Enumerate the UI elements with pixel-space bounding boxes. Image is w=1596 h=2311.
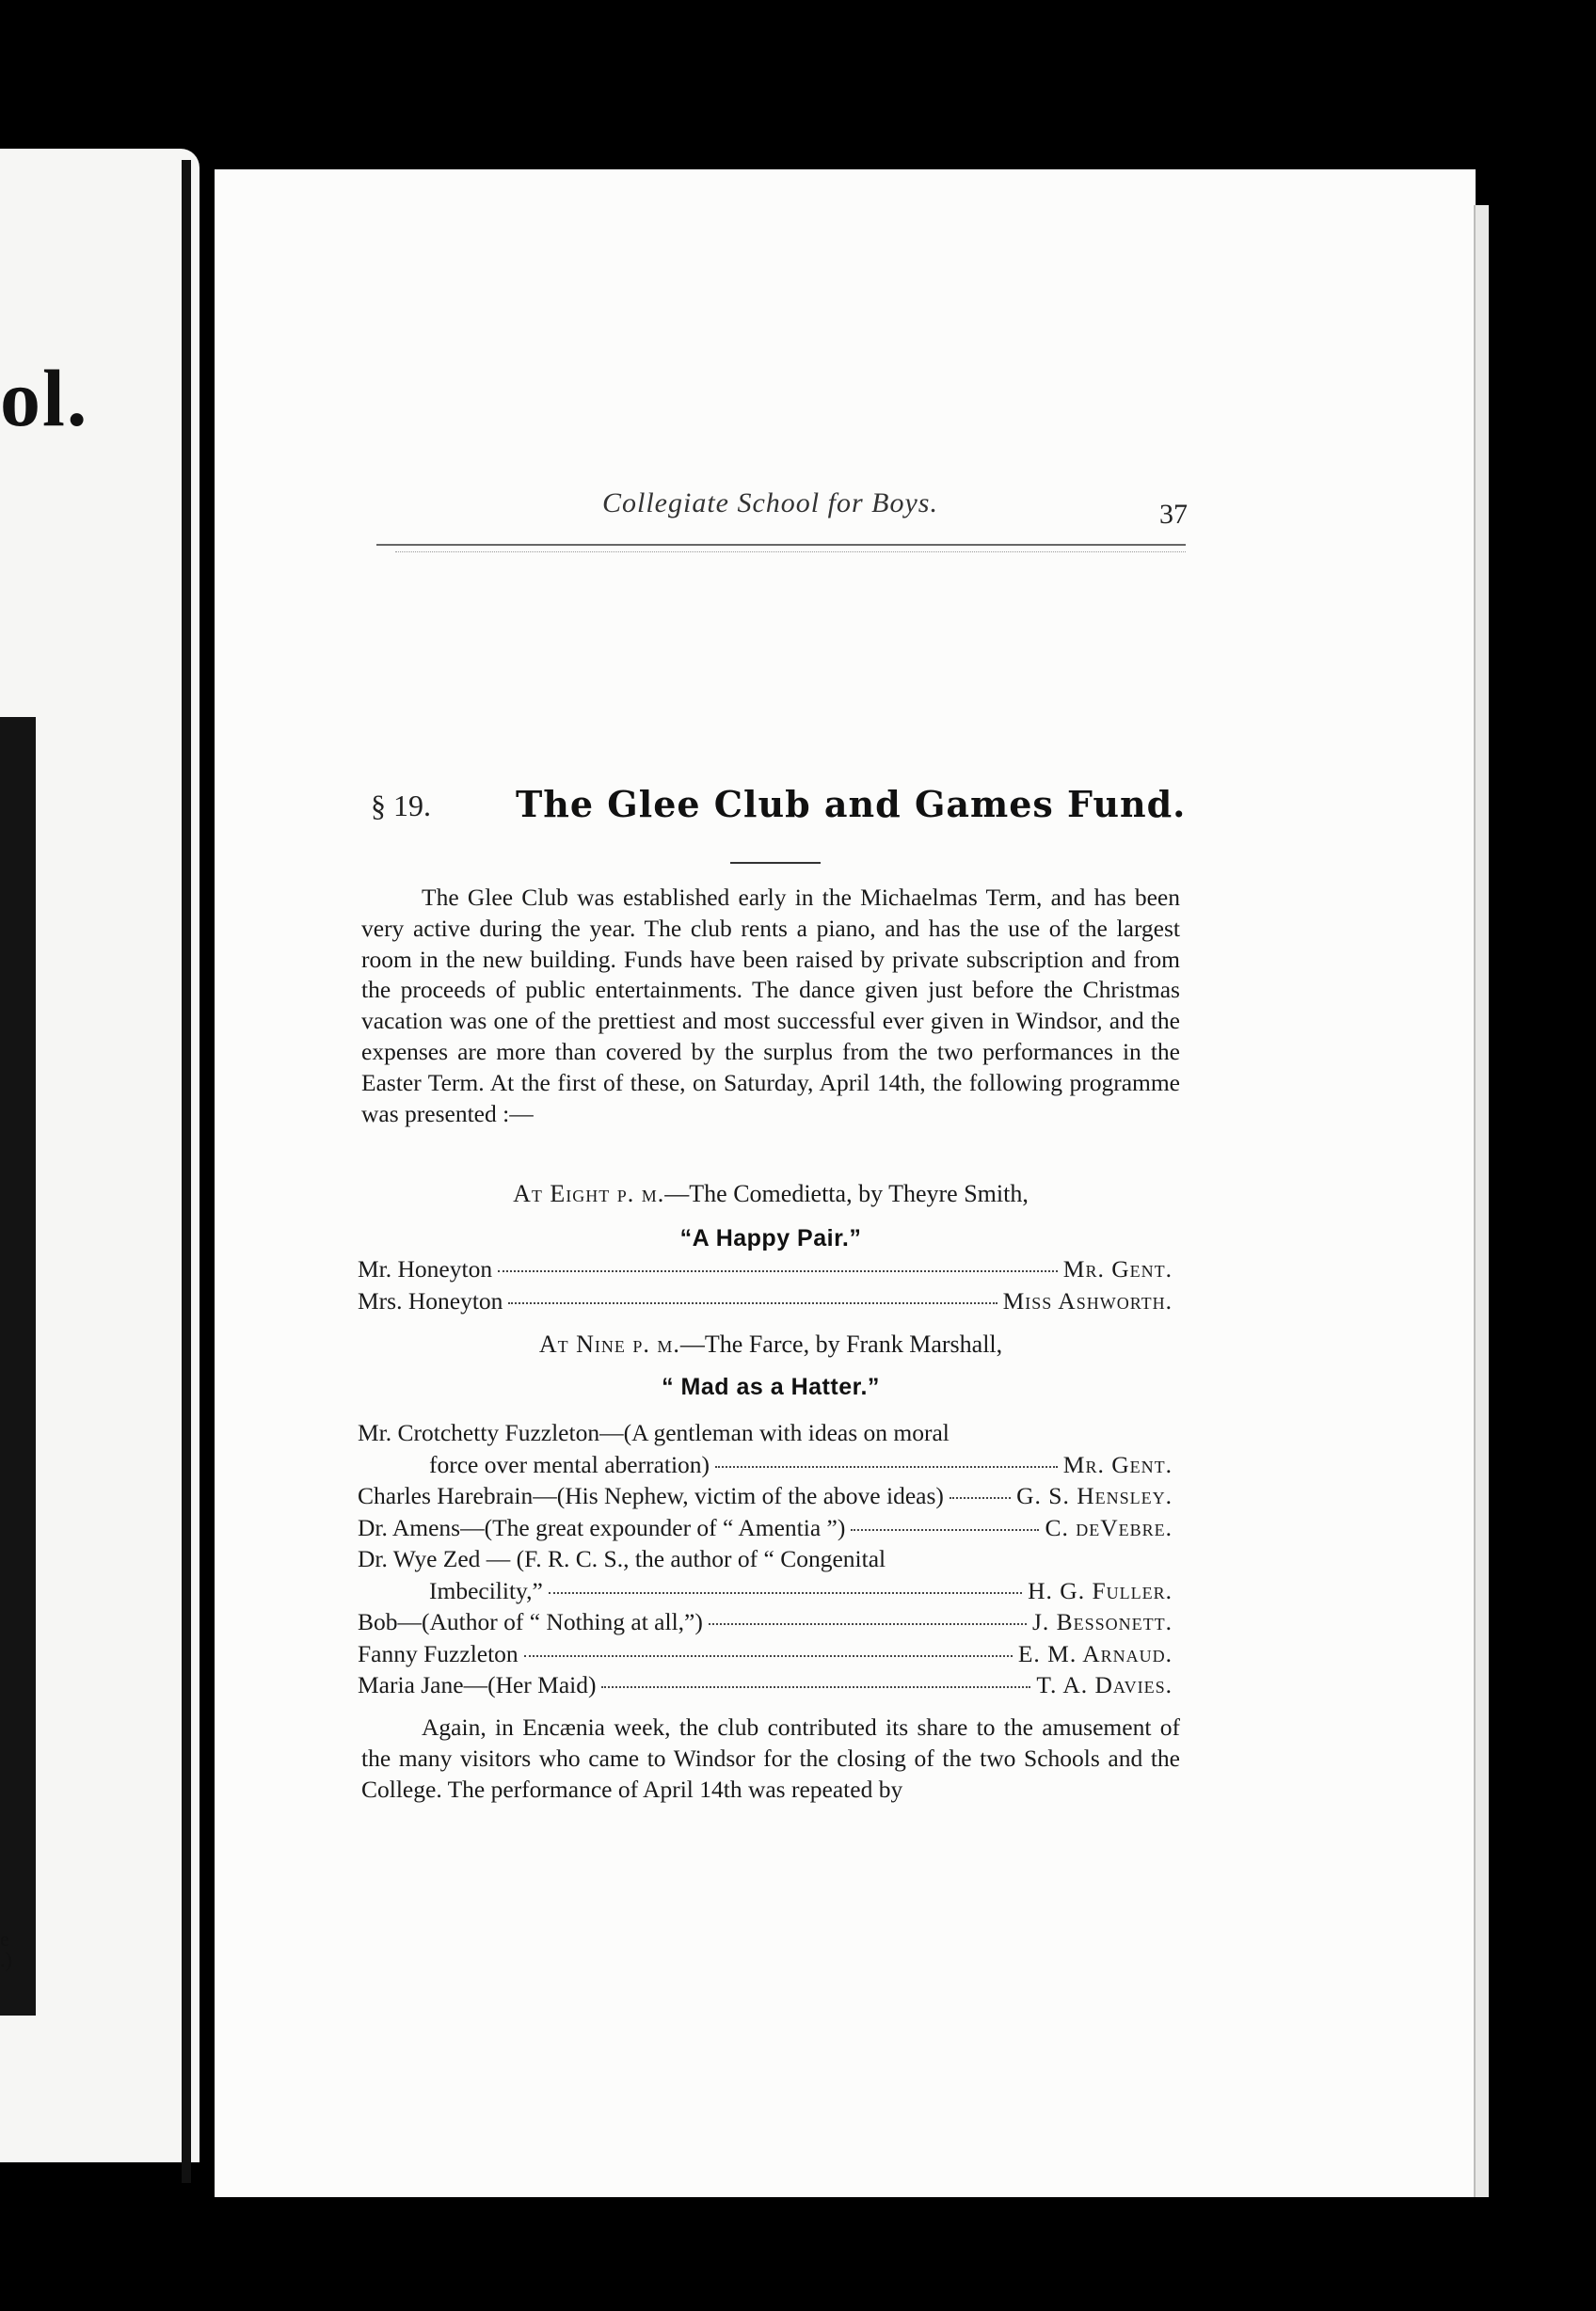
cast-player: C. deVebre. bbox=[1045, 1513, 1173, 1541]
page-edge bbox=[1474, 205, 1489, 2197]
play-title: “ Mad as a Hatter.” bbox=[662, 1374, 880, 1400]
left-page-photo-edge bbox=[0, 717, 36, 2016]
performance-intro bbox=[361, 1331, 1180, 1359]
cast-role: Maria Jane—(Her Maid) bbox=[358, 1671, 597, 1698]
dot-leader bbox=[508, 1302, 997, 1304]
cast-player: H. G. Fuller. bbox=[1028, 1576, 1173, 1604]
dot-leader bbox=[851, 1529, 1039, 1531]
cast-entry bbox=[358, 1480, 1173, 1512]
cast-entry bbox=[358, 1669, 1173, 1701]
left-page-heading-fragment: ol. bbox=[0, 353, 89, 443]
performance-time: At Nine p. m. bbox=[538, 1331, 680, 1358]
dot-leader bbox=[524, 1655, 1013, 1657]
cast-role: Mrs. Honeyton bbox=[358, 1286, 503, 1315]
performance-description: —The Farce, by Frank Marshall, bbox=[679, 1331, 1003, 1358]
page-number: 37 bbox=[1159, 499, 1188, 530]
cast-role: Bob—(Author of “ Nothing at all,”) bbox=[358, 1608, 703, 1635]
body-paragraph: The Glee Club was established early in the Michaelmas Term, and has been very active during the year. The club rents a piano, and has the use of the largest room in the new building. Funds have been raised by private subscription and from the proceeds of public entertainments. The dance given just before the Christmas vacation was one of the prettiest and most successful ever given in Windsor, and the expenses are more than covered by the surplus from the two performances in the Easter Term. At the first of these, on Saturday, April 14th, the following programme was presented :— bbox=[361, 884, 1180, 1127]
cast-role: Charles Harebrain—(His Nephew, victim of the above ideas) bbox=[358, 1482, 944, 1509]
dot-leader bbox=[549, 1592, 1022, 1594]
header-rule-dotted bbox=[395, 551, 1186, 552]
cast-role: Dr. Amens—(The great expounder of “ Amentia ”) bbox=[358, 1513, 846, 1541]
dot-leader bbox=[950, 1497, 1011, 1499]
cast-player: T. A. Davies. bbox=[1036, 1671, 1173, 1698]
cast-entry bbox=[358, 1606, 1173, 1638]
cast-role: Fanny Fuzzleton bbox=[358, 1639, 519, 1667]
cast-entry bbox=[358, 1638, 1173, 1670]
cast-player: E. M. Arnaud. bbox=[1017, 1639, 1173, 1667]
section-number: § 19. bbox=[371, 789, 431, 822]
play-title: “A Happy Pair.” bbox=[679, 1225, 862, 1251]
running-header: Collegiate School for Boys. bbox=[602, 487, 938, 518]
cast-player: Mr. Gent. bbox=[1062, 1450, 1173, 1478]
body-paragraph: Again, in Encænia week, the club contributed its share to the amusement of the many visitors who came to Windsor for the closing of the two Schools and the College. The performance of April 14th was repeated by bbox=[361, 1713, 1180, 1803]
cast-entry bbox=[358, 1253, 1173, 1285]
cast-role: Mr. Honeyton bbox=[358, 1255, 493, 1283]
cast-role: force over mental aberration) bbox=[429, 1450, 710, 1478]
header-rule bbox=[376, 544, 1186, 546]
dot-leader bbox=[601, 1686, 1030, 1688]
title-rule bbox=[730, 862, 821, 864]
performance-intro bbox=[361, 1180, 1180, 1208]
cast-entry bbox=[358, 1512, 1173, 1544]
cast-role-line: Mr. Crotchetty Fuzzleton—(A gentleman with ideas on moral bbox=[358, 1419, 950, 1446]
section-title: The Glee Club and Games Fund. bbox=[516, 783, 1187, 825]
dot-leader bbox=[498, 1270, 1058, 1272]
cast-entry bbox=[358, 1575, 1173, 1607]
cast-role: Imbecility,” bbox=[429, 1576, 543, 1604]
cast-list bbox=[358, 1253, 1173, 1316]
performance-time: At Eight p. m. bbox=[513, 1180, 665, 1207]
cast-list bbox=[358, 1417, 1173, 1701]
cast-player: J. Bessonett. bbox=[1031, 1608, 1173, 1635]
cast-entry bbox=[358, 1449, 1173, 1481]
cast-entry bbox=[358, 1285, 1173, 1317]
cast-player: G. S. Hensley. bbox=[1016, 1482, 1173, 1509]
book-binding bbox=[182, 160, 191, 2183]
left-page-caption-fragment: e .) bbox=[0, 1927, 12, 1971]
dot-leader bbox=[709, 1623, 1027, 1625]
cast-player: Miss Ashworth. bbox=[1002, 1286, 1173, 1315]
cast-role-line: Dr. Wye Zed — (F. R. C. S., the author of “ Congenital bbox=[358, 1545, 886, 1572]
performance-description: —The Comedietta, by Theyre Smith, bbox=[664, 1180, 1029, 1207]
dot-leader bbox=[715, 1466, 1058, 1468]
cast-player: Mr. Gent. bbox=[1062, 1255, 1173, 1283]
